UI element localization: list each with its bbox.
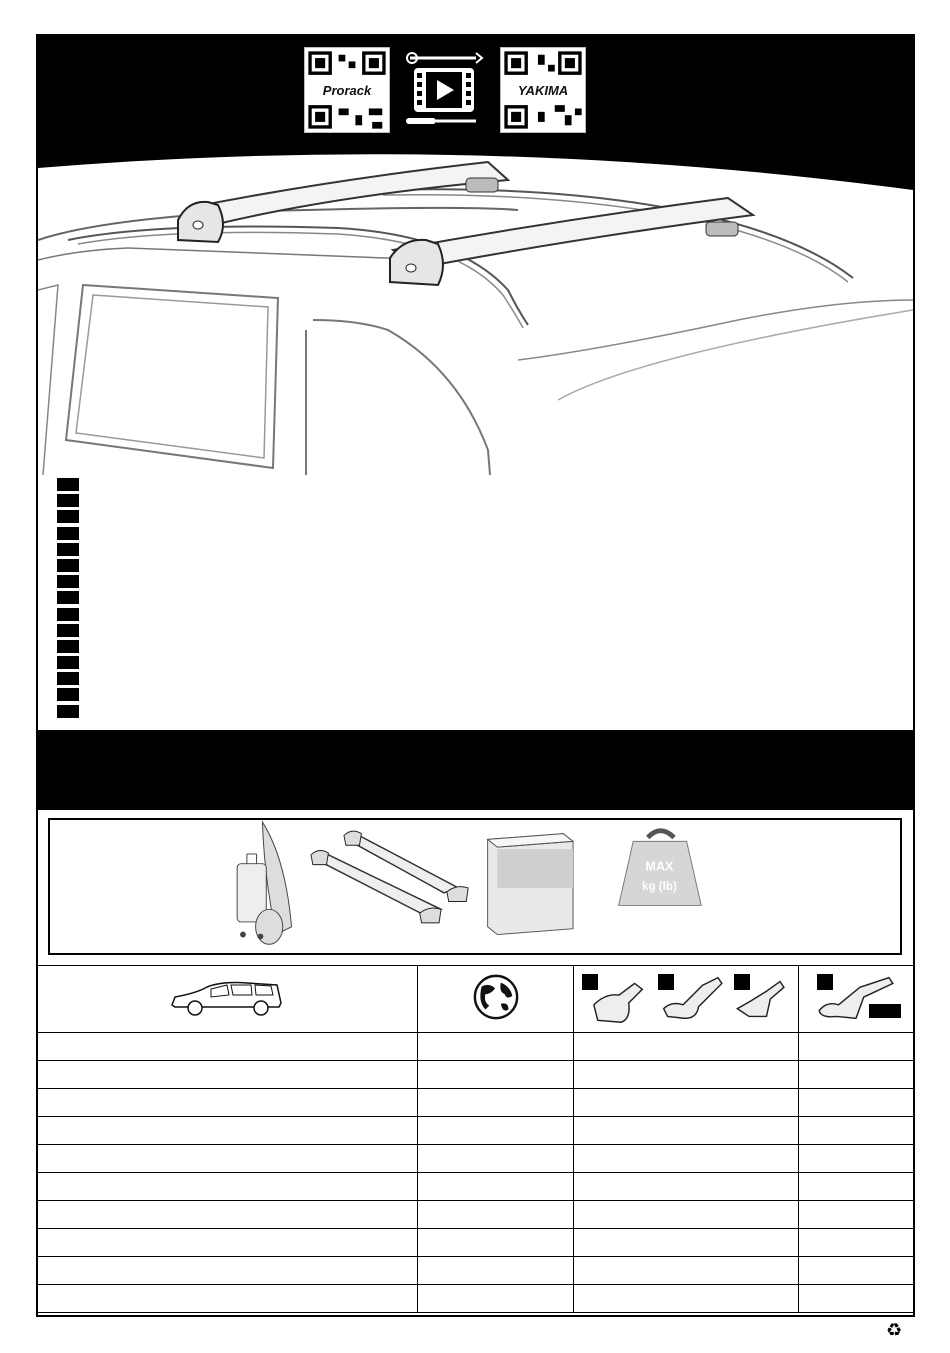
table-cell	[417, 1229, 574, 1257]
crossbars-icon	[311, 831, 468, 923]
table-row	[37, 1229, 915, 1257]
table-cell	[574, 1145, 799, 1173]
table-cell	[799, 1089, 915, 1117]
table-cell	[574, 1117, 799, 1145]
fitting-kit-box-icon	[488, 834, 573, 935]
language-marker	[57, 543, 79, 556]
table-cell	[37, 1257, 418, 1285]
table-cell	[799, 1173, 915, 1201]
table-row	[37, 1117, 915, 1145]
table-row	[37, 1061, 915, 1089]
table-row	[37, 1145, 915, 1173]
car-side-icon	[167, 977, 287, 1017]
table-cell	[37, 1173, 418, 1201]
table-cell	[37, 1089, 418, 1117]
max-label: MAX	[645, 859, 674, 874]
table-cell	[799, 1117, 915, 1145]
table-cell	[417, 1033, 574, 1061]
qr-code-prorack[interactable]	[304, 47, 390, 133]
kit-illustrations	[50, 820, 900, 953]
vehicle-column-header	[37, 966, 418, 1033]
table-cell	[417, 1145, 574, 1173]
qr-code-yakima[interactable]	[500, 47, 586, 133]
table-cell	[37, 1285, 418, 1313]
table-cell	[799, 1145, 915, 1173]
table-cell	[799, 1033, 915, 1061]
table-cell	[37, 1229, 418, 1257]
table-cell	[417, 1089, 574, 1117]
table-cell	[574, 1089, 799, 1117]
language-marker	[57, 656, 79, 669]
table-row	[37, 1033, 915, 1061]
language-marker	[57, 688, 79, 701]
table-row	[37, 1257, 915, 1285]
table-cell	[417, 1117, 574, 1145]
table-cell	[799, 1257, 915, 1285]
table-cell	[574, 1285, 799, 1313]
table-cell	[799, 1285, 915, 1313]
language-marker	[57, 510, 79, 523]
table-row	[37, 1173, 915, 1201]
kg-lb-label: kg (lb)	[642, 879, 677, 893]
bar-type-icon	[799, 966, 912, 1030]
table-cell	[574, 1201, 799, 1229]
bar-type-column-header	[799, 966, 915, 1033]
language-marker	[57, 705, 79, 718]
region-column-header	[417, 966, 574, 1033]
video-play-icon[interactable]	[404, 50, 484, 130]
foot-types-icon	[574, 966, 796, 1030]
table-cell	[417, 1173, 574, 1201]
table-cell	[37, 1145, 418, 1173]
table-cell	[417, 1257, 574, 1285]
language-marker	[57, 494, 79, 507]
table-cell	[417, 1201, 574, 1229]
language-marker	[57, 478, 79, 491]
luggage-surfboard-icon	[237, 822, 291, 944]
qr-label-yakima: YAKIMA	[507, 84, 579, 98]
language-marker	[57, 575, 79, 588]
table-cell	[37, 1201, 418, 1229]
table-cell	[574, 1257, 799, 1285]
language-marker	[57, 559, 79, 572]
foot-type-column-header	[574, 966, 799, 1033]
table-cell	[37, 1033, 418, 1061]
recycle-icon: ♻	[886, 1320, 903, 1340]
table-row	[37, 1285, 915, 1313]
table-cell	[417, 1061, 574, 1089]
table-cell	[37, 1117, 418, 1145]
table-cell	[574, 1061, 799, 1089]
screwdriver-icon	[406, 118, 476, 124]
language-marker	[57, 672, 79, 685]
table-row	[37, 1201, 915, 1229]
globe-icon	[472, 973, 520, 1021]
language-marker	[57, 527, 79, 540]
table-cell	[417, 1285, 574, 1313]
car-roof-illustration	[38, 150, 913, 475]
wrench-icon	[407, 53, 482, 63]
table-cell	[574, 1173, 799, 1201]
table-cell	[574, 1229, 799, 1257]
language-marker	[57, 608, 79, 621]
language-marker	[57, 624, 79, 637]
fitting-table	[36, 965, 915, 1313]
kit-contents-box	[48, 818, 902, 955]
table-cell	[574, 1033, 799, 1061]
table-row	[37, 1089, 915, 1117]
language-markers	[57, 478, 81, 721]
table-cell	[799, 1201, 915, 1229]
table-cell	[799, 1229, 915, 1257]
language-marker	[57, 640, 79, 653]
max-weight-icon	[619, 831, 702, 906]
title-band	[38, 730, 913, 810]
table-cell	[799, 1061, 915, 1089]
language-marker	[57, 591, 79, 604]
table-cell	[37, 1061, 418, 1089]
qr-label-prorack: Prorack	[311, 84, 383, 98]
